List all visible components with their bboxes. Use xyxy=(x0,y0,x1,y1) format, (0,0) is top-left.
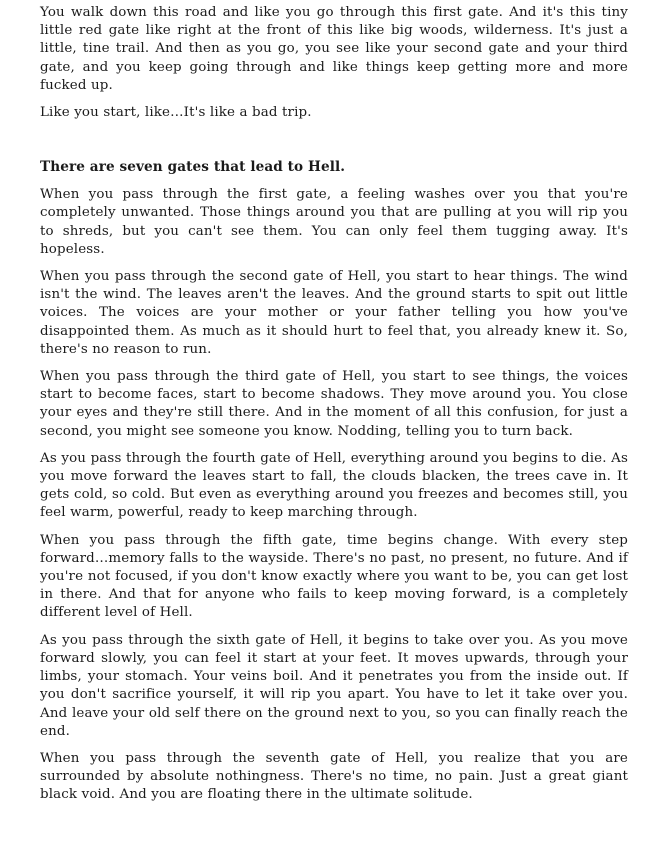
gate-paragraph-6: As you pass through the sixth gate of Hell, it begins to take over you. As you move forward slowly, you can feel it start at your feet. It moves upwards, through your limbs, your stomach. Your veins boil. And it penetrates you from the inside out. If you don't sacrifice yourself, it will rip you apart. You have to let it take over you. And leave your old self there on the ground next to you, so you can finally reach the end. xyxy=(40,632,628,739)
gate-paragraph-3: When you pass through the third gate of Hell, you start to see things, the voices start to become faces, start to become shadows. They move around you. You close your eyes and they're still there. And in the moment of all this confusion, for just a second, you might see someone you know. Nodding, telling you to turn back. xyxy=(40,369,628,439)
gate-paragraph-2: When you pass through the second gate of Hell, you start to hear things. The wind isn't the wind. The leaves aren't the leaves. And the ground starts to spit out little voices. The voices are your mother or your father telling you how you've disappointed them. As much as it should hurt to feel that, you already knew it. So, there's no reason to run. xyxy=(40,269,628,357)
gate-paragraph-1: When you pass through the first gate, a feeling washes over you that you're completely unwanted. Those things around you that are pulling at you will rip you to shreds, but you can't see them. You can only feel them tugging away. It's hopeless. xyxy=(40,187,628,257)
gate-paragraph-7: When you pass through the seventh gate of Hell, you realize that you are surrounded by absolute nothingness. There's no time, no pain. Just a great giant black void. And you are floating there in the ultimate solitude. xyxy=(40,750,628,803)
section-heading: There are seven gates that lead to Hell. xyxy=(40,159,346,176)
intro-paragraph: You walk down this road and like you go through this first gate. And it's this tiny little red gate like right at the front of this like big woods, wilderness. It's just a little, tine trail. And then as you go, you see like your second gate and your third gate, and you keep going through and like things keep getting more and more fucked up. xyxy=(40,5,628,93)
intro-paragraph: Like you start, like…It's like a bad trip. xyxy=(40,105,312,121)
gate-paragraph-4: As you pass through the fourth gate of Hell, everything around you begins to die. As you move forward the leaves start to fall, the clouds blacken, the trees cave in. It gets cold, so cold. But even as everything around you freezes and becomes still, you feel warm, powerful, ready to keep marching through. xyxy=(40,450,628,521)
document-page xyxy=(40,4,628,814)
gate-paragraph-5: When you pass through the fifth gate, time begins change. With every step forward…memory falls to the wayside. There's no past, no present, no future. And if you're not focused, if you don't know exactly where you want to be, you can get lost in there. And that for anyone who fails to keep moving forward, is a completely different level of Hell. xyxy=(40,532,628,621)
